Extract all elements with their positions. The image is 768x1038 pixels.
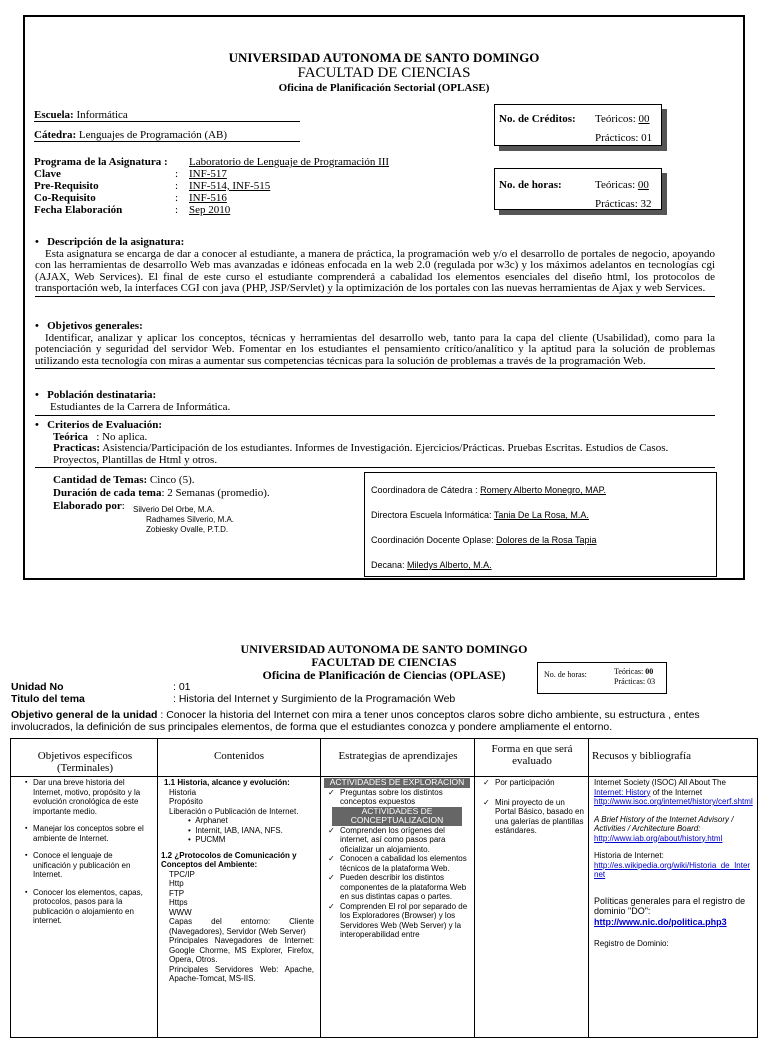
- contenido-item: Principales Navegadores de Internet: Google Chorme, MS Explorer, Firefox, Opera, Otros.: [169, 936, 314, 964]
- escuela-value: Informática: [76, 109, 128, 121]
- horas-teoricas-label: Teóricas:: [595, 179, 636, 191]
- contenido-subitem: • Arphanet: [188, 816, 228, 825]
- p2-horas-box: [537, 662, 667, 694]
- recurso-title: Políticas generales para el registro de dominio "DO":: [594, 895, 746, 916]
- fecha-label: Fecha Elaboración: [34, 204, 123, 216]
- objetivo-general-label: Objetivo general de la unidad: [11, 709, 158, 721]
- recurso-link[interactable]: Internet: History: [594, 787, 651, 797]
- catedra-label: Cátedra:: [34, 129, 77, 141]
- p2-objetivo-general: [11, 709, 756, 733]
- recurso-link[interactable]: http://www.isoc.org/internet/history/cerf.shtml: [594, 797, 753, 806]
- evaluacion-item: ✓ Mini proyecto de un Portal Básico, basado en una galerías de plantillas estándares.: [495, 798, 585, 836]
- estrategias-list: [324, 778, 470, 940]
- poblacion-section: [35, 390, 715, 416]
- university-title: UNIVERSIDAD AUTONOMA DE SANTO DOMINGO: [228, 50, 540, 65]
- estrategia-item: ✓ Comprenden El rol por separado de los Exploradores (Browser) y los Servidores Web (Web Server) y la interoperabilidad entre: [340, 902, 470, 940]
- poblacion-title: • Población destinataria:: [35, 389, 157, 401]
- colon: :: [175, 180, 179, 192]
- practicas-label: Practicas:: [53, 442, 101, 454]
- objetivos-list: [33, 778, 151, 926]
- contenido-item: Liberación o Publicación de Internet.: [169, 806, 299, 816]
- decana-label: Decana:: [371, 560, 405, 570]
- contenido-subitem: • PUCMM: [188, 835, 226, 844]
- unidad-label: Unidad No: [11, 681, 64, 693]
- poblacion-title-text: Población destinataria:: [47, 389, 157, 401]
- escuela-row: [34, 109, 300, 122]
- unidad-value: : 01: [173, 681, 191, 693]
- objetivos-text: Identificar, analizar y aplicar los conceptos, técnicas y herramientas del desarrollo web, tanto para la capa del cliente (Usabilidad), como para la potenciación y seguridad del servidor Web. Fomentar en los estudiantes el pensamiento crítico/analítico y la aptitud para la solución de problemas utilizando esta tecnología con miras a aumentar sus competencias técnicas para la solución de problemas a través de la programación Web.: [35, 331, 715, 367]
- author-name: Silverio Del Orbe, M.A.: [133, 505, 215, 514]
- duracion-row: [53, 487, 270, 500]
- objetivos-title-text: Objetivos generales:: [47, 320, 143, 332]
- coord-catedra-value: Romery Alberto Monegro, MAP.: [480, 485, 606, 495]
- clave-value: INF-517: [189, 168, 227, 180]
- p2-teoricas-value: 00: [645, 667, 654, 676]
- signatures-box: [364, 472, 717, 577]
- contenido-heading: 1.2 ¿Protocolos de Comunicación y Conceptos del Ambiente:: [161, 850, 297, 869]
- contenido-subitem: • Internit, IAB, IANA, NFS.: [188, 825, 283, 835]
- elaborado-names: [133, 505, 234, 535]
- creditos-practicos: [595, 132, 652, 144]
- header-recursos: Recusos y bibliografía: [592, 750, 691, 762]
- p2-practicas-value: 03: [647, 677, 656, 686]
- objetivos-section: [35, 321, 715, 369]
- creditos-practicos-value: 01: [641, 132, 653, 144]
- coord-docente-label: Coordinación Docente Oplase:: [371, 535, 494, 545]
- contenido-subitem-text: Arphanet: [195, 816, 228, 825]
- descripcion-title: • Descripción de la asignatura:: [35, 236, 185, 248]
- recurso-text: Internet Society (ISOC) All About The: [594, 778, 726, 787]
- catedra-row: [34, 129, 300, 142]
- p2-unit-labels: [11, 681, 85, 705]
- escuela-label: Escuela:: [34, 109, 74, 121]
- elaborado-row: Elaborado por:: [53, 500, 125, 512]
- recurso-title: Registro de Dominio:: [594, 939, 669, 948]
- contenido-heading: 1.1 Historia, alcance y evolución:: [164, 778, 290, 787]
- horas-practicas-value: 32: [640, 198, 652, 209]
- faculty-title: FACULTAD DE CIENCIAS: [297, 65, 471, 81]
- office-title: Oficina de Planificación Sectorial (OPLASE): [278, 82, 490, 94]
- coord-catedra-row: [371, 485, 606, 495]
- cantidad-row: [53, 474, 270, 487]
- recurso-link[interactable]: http://www.nic.do/politica.php3: [594, 916, 727, 927]
- recurso-text: of the Internet: [652, 787, 703, 797]
- titulo-label: Titulo del tema: [11, 693, 85, 705]
- header-objetivos: Objetivos específicos (Terminales): [37, 750, 133, 774]
- p2-practicas: [614, 677, 655, 686]
- creditos-teoricos-value: 00: [638, 113, 650, 125]
- duracion-value: : 2 Semanas (promedio).: [161, 487, 270, 499]
- fecha-value: Sep 2010: [189, 204, 231, 216]
- criterios-title-text: Criterios de Evaluación:: [47, 419, 162, 431]
- contenido-subitem-text: PUCMM: [195, 835, 226, 844]
- poblacion-text: Estudiantes de la Carrera de Informática.: [50, 400, 231, 413]
- header-estrategias: Estrategias de aprendizajes: [338, 750, 458, 762]
- author-name: Radhames Silverio, M.A.: [146, 515, 235, 524]
- coord-docente-row: [371, 535, 597, 545]
- colon: :: [175, 192, 179, 204]
- directora-row: [371, 510, 589, 520]
- list-item: ▪ Conocer los elementos, capas, protocolos, pasos para la publicación o alojamiento en internet.: [33, 888, 151, 926]
- practicas-value: Asistencia/Participación de los estudiantes. Informes de Investigación. Ejercicios/Prácticas. Pruebas Escritas. Estudios de Casos. Proyectos, Plantillas de Html y otros.: [53, 442, 669, 466]
- contenidos-list: [161, 778, 314, 984]
- criterios-title: • Criterios de Evaluación:: [35, 419, 162, 431]
- practicas-row: [35, 443, 715, 466]
- contenido-item: Principales Servidores Web: Apache, Apache-Tomcat, MS-IIS.: [169, 964, 314, 983]
- coord-catedra-label: Coordinadora de Cátedra :: [371, 485, 478, 495]
- table-col-divider: [588, 738, 589, 1038]
- creditos-teoricos: [595, 113, 650, 125]
- contenido-item: FTP: [169, 888, 185, 898]
- criterios-section: [35, 420, 715, 468]
- decana-row: [371, 560, 492, 570]
- elaborado-label: Elaborado por: [53, 500, 122, 512]
- p2-unit-values: [173, 681, 455, 705]
- colon: :: [175, 168, 179, 180]
- directora-value: Tania De La Rosa, M.A.: [493, 510, 589, 520]
- coord-docente-value: Dolores de la Rosa Tapia: [496, 535, 597, 545]
- programa-block: [34, 156, 168, 216]
- contenido-item: Capas del entorno: Cliente (Navegadores), Servidor (Web Server): [169, 917, 314, 936]
- header-evaluacion: Forma en que será evaluado: [491, 743, 573, 767]
- evaluacion-list: [495, 778, 585, 836]
- contenido-item: Propósito: [169, 797, 203, 806]
- list-item: ▪ Conoce el lenguaje de unificación y publicación en Internet.: [33, 851, 151, 880]
- estrategia-item: ✓ Comprenden los orígenes del internet, así como pasos para oficializar un alojamiento.: [340, 826, 470, 855]
- programa-label: Programa de la Asignatura :: [34, 156, 168, 168]
- horas-teoricas-value: 00: [637, 179, 649, 191]
- p2-faculty-title: FACULTAD DE CIENCIAS: [311, 655, 457, 669]
- clave-label: Clave: [34, 168, 61, 180]
- contenido-subitem-text: Internit, IAB, IANA, NFS.: [195, 825, 283, 835]
- recurso-title: A Brief History of the Internet Advisory / Activities / Architecture Board:: [594, 814, 734, 833]
- cantidad-label: Cantidad de Temas:: [53, 474, 148, 486]
- contenido-item: TPC/IP: [169, 869, 195, 879]
- directora-label: Directora Escuela Informática:: [371, 510, 492, 520]
- horas-label: No. de horas:: [499, 179, 562, 191]
- table-col-divider: [320, 738, 321, 1038]
- syllabus-page-2: [0, 640, 768, 1024]
- descripcion-section: [35, 237, 715, 297]
- horas-teoricas: [595, 179, 649, 191]
- list-item: ▪ Dar una breve historia del Internet, motivo, propósito y la evolución cronológica de este importante medio.: [33, 778, 151, 816]
- estrategia-item: ✓ Conocen a cabalidad los elementos técnicos de la plataforma Web.: [340, 854, 470, 873]
- p2-office-title: Oficina de Planificación de Ciencias (OPLASE): [262, 668, 506, 682]
- table-col-divider: [157, 738, 158, 1038]
- colon: :: [175, 204, 179, 216]
- author-name: Zobiesky Ovalle, P.T.D.: [146, 525, 229, 534]
- table-col-divider: [474, 738, 475, 1038]
- recursos-list: [594, 778, 754, 949]
- p2-teoricas-label: Teóricas:: [614, 667, 644, 676]
- p2-practicas-label: Prácticas:: [614, 677, 646, 686]
- syllabus-page-1: [23, 15, 745, 580]
- catedra-value: Lenguajes de Programación (AB): [78, 129, 228, 141]
- coreq-value: INF-516: [189, 192, 227, 204]
- recurso-link[interactable]: http://es.wikipedia.org/wiki/Historia_de_Internet: [594, 860, 751, 879]
- titulo-value: : Historia del Internet y Surgimiento de la Programación Web: [173, 693, 456, 705]
- decana-value: Miledys Alberto, M.A.: [407, 560, 492, 570]
- estrategia-item: ✓ Pueden describir los distintos componentes de la plataforma Web en sus distintas capas o partes.: [340, 873, 470, 902]
- objetivos-title: • Objetivos generales:: [35, 320, 143, 332]
- teorica-value: : No aplica.: [96, 430, 148, 443]
- descripcion-title-text: Descripción de la asignatura:: [47, 236, 185, 248]
- creditos-box: [494, 104, 662, 146]
- actividades-exploracion-header: ACTIVIDADES DE EXPLORACION: [324, 778, 470, 788]
- creditos-teoricos-label: Teóricos:: [595, 113, 636, 125]
- recurso-title: Historia de Internet:: [594, 851, 664, 860]
- evaluacion-item: ✓ Por participación: [495, 778, 585, 788]
- duracion-label: Duración de cada tema: [53, 487, 162, 499]
- recurso-isoc: [594, 778, 754, 797]
- objetivo-general-value: : Conocer la historia del Internet con mira a tener unos conceptos claros sobre dicho ambiente, su estructura , entes involucrados, la definición de sus principales elementos, de forma que el estudiantes conozca y pondere ampliamente el entorno.: [11, 709, 700, 733]
- actividades-conceptualizacion-header: ACTIVIDADES DE CONCEPTUALIZACION: [332, 807, 462, 826]
- p2-teoricas: [614, 667, 653, 676]
- p2-university-title: UNIVERSIDAD AUTONOMA DE SANTO DOMINGO: [240, 642, 528, 656]
- prereq-value: INF-514, INF-515: [189, 180, 271, 192]
- header-contenidos: Contenidos: [213, 750, 265, 762]
- p2-horas-label: No. de horas:: [544, 670, 587, 679]
- programa-value: Laboratorio de Lenguaje de Programación III: [189, 156, 390, 168]
- programa-colons: [175, 168, 178, 216]
- contenido-item: Historia: [169, 787, 197, 797]
- coreq-label: Co-Requisito: [34, 192, 96, 204]
- horas-practicas: [595, 198, 652, 209]
- horas-practicas-label: Prácticas:: [595, 198, 638, 209]
- cantidad-value: Cinco (5).: [149, 474, 195, 486]
- estrategia-item: ✓ Preguntas sobre los distintos conceptos expuestos: [340, 788, 470, 807]
- horas-box: [494, 168, 662, 210]
- prereq-label: Pre-Requisito: [34, 180, 99, 192]
- contenido-item: WWW: [169, 907, 192, 917]
- creditos-practicos-label: Prácticos:: [595, 132, 639, 144]
- creditos-label: No. de Créditos:: [499, 113, 576, 125]
- contenido-item: Https: [169, 898, 188, 907]
- list-item: ▪ Manejar los conceptos sobre el ambiente de Internet.: [33, 824, 151, 843]
- teorica-label: Teórica: [53, 430, 89, 443]
- descripcion-text: Esta asignatura se encarga de dar a conocer al estudiante, a manera de práctica, la programación web y/o el desarrollo de portales de negocio, apoyando con las herramientas de desarrollo Web mas avanzadas e idóneas enfocada en la web 2.0 (regulada por w3c) y los máximos adelantos en tecnologías cgi (AJAX, Web Services). El final de este curso el estudiante comprenderá a cabalidad los elementos esenciales del diseño html, los protocolos de transportación web, la interfaces CGI con java (PHP, JSP/Servlet) y la optimización de los portales con las nuevas herramientas de Ajax y web Services.: [35, 247, 715, 294]
- recurso-link[interactable]: http://www.iab.org/about/history.html: [594, 833, 723, 843]
- contenido-item: Http: [169, 879, 184, 888]
- programa-values: [189, 156, 389, 216]
